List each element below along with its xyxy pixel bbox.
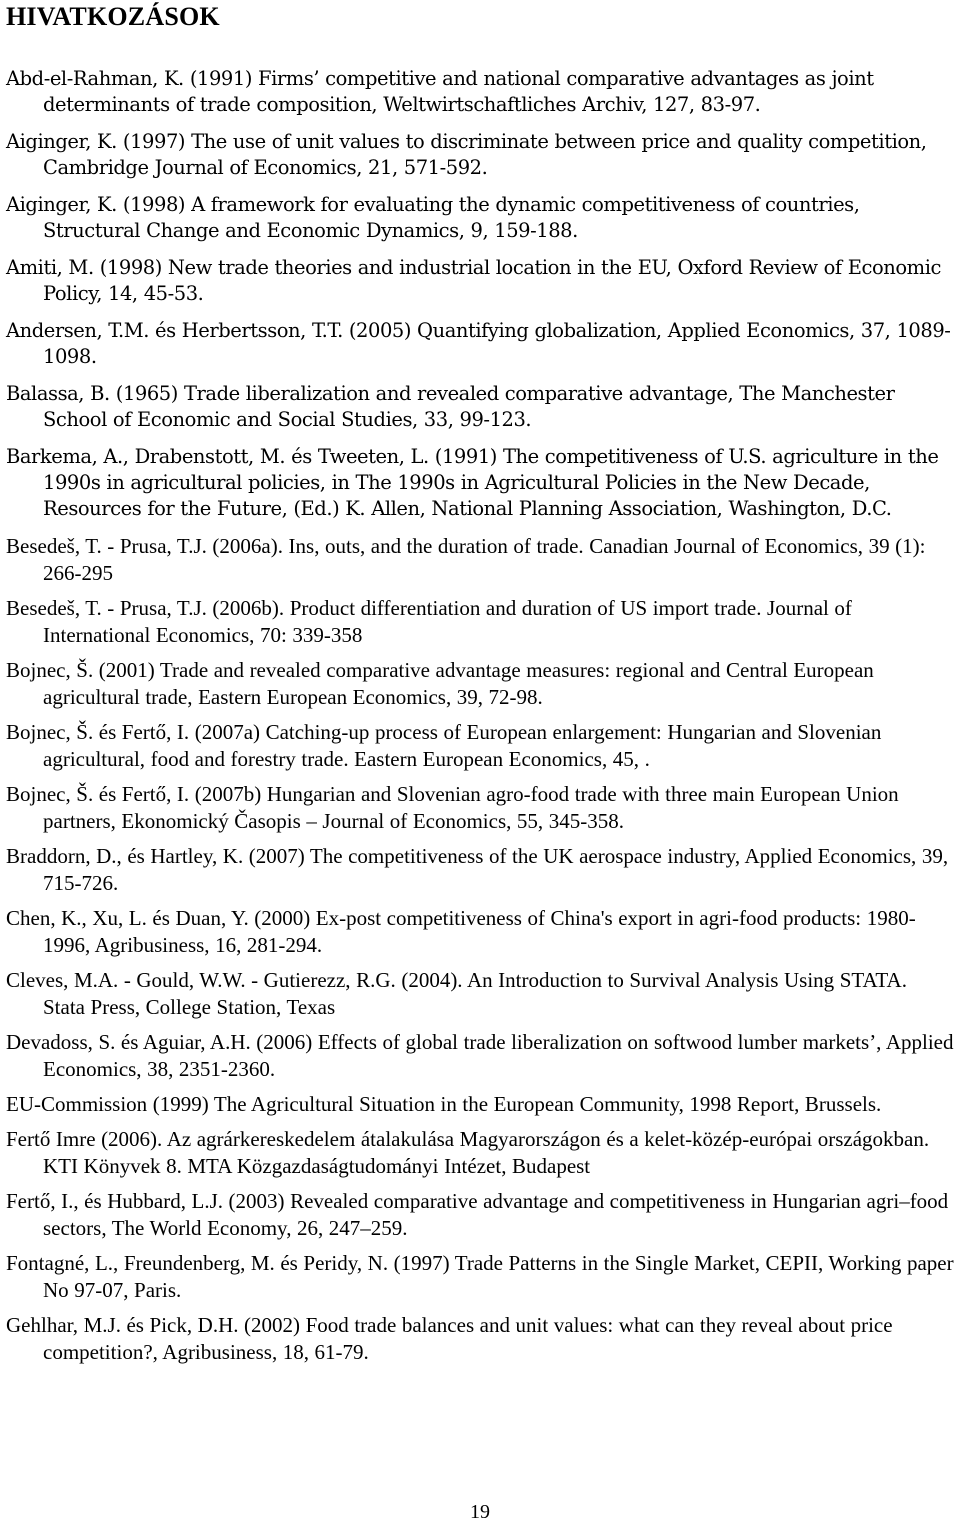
reference-item: Cleves, M.A. - Gould, W.W. - Gutierezz, R.G. (2004). An Introduction to Survival Analysis Using STATA. Stata Press, College Station, Texas [6,968,907,1019]
reference-item: Fontagné, L., Freundenberg, M. és Peridy, N. (1997) Trade Patterns in the Single Market, CEPII, Working paper No 97-07, Paris. [6,1251,954,1302]
reference-item: Andersen, T.M. és Herbertsson, T.T. (2005) Quantifying globalization, Applied Economics, 37, 1089-1098. [6,319,951,368]
reference-item: Braddorn, D., és Hartley, K. (2007) The competitiveness of the UK aerospace industry, Applied Economics, 39, 715-726. [6,844,949,895]
reference-item: Fertő Imre (2006). Az agrárkereskedelem átalakulása Magyarországon és a kelet-közép-európai országokban. KTI Könyvek 8. MTA Közgazdaságtudományi Intézet, Budapest [6,1127,930,1178]
reference-item: Bojnec, Š. és Fertő, I. (2007a) Catching-up process of European enlargement: Hungarian and Slovenian agricultural, food and forestry trade. Eastern European Economics, 45, . [6,720,882,771]
reference-item: Besedeš, T. - Prusa, T.J. (2006a). Ins, outs, and the duration of trade. Canadian Journal of Economics, 39 (1): 266-295 [6,534,926,585]
reference-item: Bojnec, Š. és Fertő, I. (2007b) Hungarian and Slovenian agro-food trade with three main European Union partners, Ekonomický Časopis – Journal of Economics, 55, 345-358. [6,782,899,833]
reference-list [0,66,960,1374]
section-heading: HIVATKOZÁSOK [6,2,220,31]
reference-item: EU-Commission (1999) The Agricultural Situation in the European Community, 1998 Report, Brussels. [6,1092,882,1116]
reference-item: Balassa, B. (1965) Trade liberalization and revealed comparative advantage, The Manchester School of Economic and Social Studies, 33, 99-123. [6,382,895,431]
reference-item: Aiginger, K. (1998) A framework for evaluating the dynamic competitiveness of countries, Structural Change and Economic Dynamics, 9, 159-188. [6,193,860,242]
reference-item: Barkema, A., Drabenstott, M. és Tweeten, L. (1991) The competitiveness of U.S. agriculture in the 1990s in agricultural policies, in The 1990s in Agricultural Policies in the New Decade, Resources for the Future, (Ed.) K. Allen, National Planning Association, Washington, D.C. [6,445,939,520]
reference-item: Besedeš, T. - Prusa, T.J. (2006b). Product differentiation and duration of US import trade. Journal of International Economics, 70: 339-358 [6,596,852,647]
reference-item: Devadoss, S. és Aguiar, A.H. (2006) Effects of global trade liberalization on softwood lumber markets’, Applied Economics, 38, 2351-2360. [6,1030,954,1081]
page-number: 19 [470,1501,490,1523]
reference-item: Abd-el-Rahman, K. (1991) Firms’ competitive and national comparative advantages as joint determinants of trade composition, Weltwirtschaftliches Archiv, 127, 83-97. [6,67,874,116]
reference-item: Gehlhar, M.J. és Pick, D.H. (2002) Food trade balances and unit values: what can they reveal about price competition?, Agribusiness, 18, 61-79. [6,1313,893,1364]
reference-item: Chen, K., Xu, L. és Duan, Y. (2000) Ex-post competitiveness of China's export in agri-food products: 1980-1996, Agribusiness, 16, 281-294. [6,906,916,957]
reference-item: Bojnec, Š. (2001) Trade and revealed comparative advantage measures: regional and Central European agricultural trade, Eastern European Economics, 39, 72-98. [6,658,874,709]
reference-item: Amiti, M. (1998) New trade theories and industrial location in the EU, Oxford Review of Economic Policy, 14, 45-53. [6,256,941,305]
reference-item: Aiginger, K. (1997) The use of unit values to discriminate between price and quality competition, Cambridge Journal of Economics, 21, 571-592. [6,130,927,179]
reference-item: Fertő, I., és Hubbard, L.J. (2003) Revealed comparative advantage and competitiveness in Hungarian agri–food sectors, The World Economy, 26, 247–259. [6,1189,949,1240]
